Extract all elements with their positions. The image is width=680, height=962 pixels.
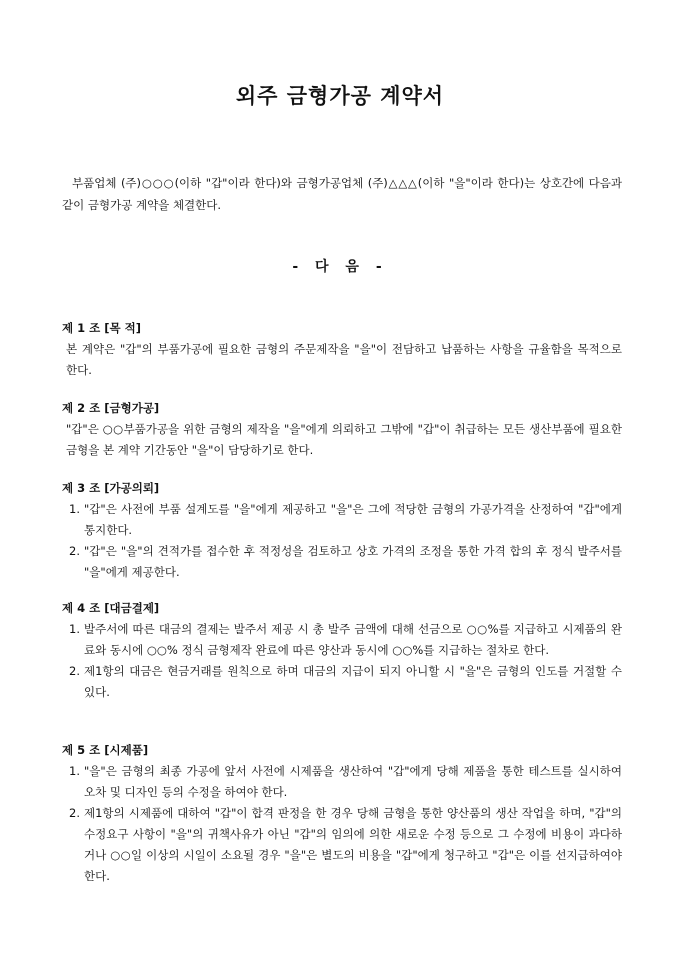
clause-text: 제1항의 대금은 현금거래를 원칙으로 하며 대금의 지급이 되지 아니할 시 "을"은 금형의 인도를 거절할 수 있다. (84, 664, 622, 699)
clause-list (62, 499, 622, 583)
clause-item (62, 619, 622, 661)
article-body: 본 계약은 "갑"의 부품가공에 필요한 금형의 주문제작을 "을"이 전담하고 납품하는 사항을 규율함을 목적으로 한다. (66, 342, 622, 377)
clause-text: "을"은 금형의 최종 가공에 앞서 사전에 시제품을 생산하여 "갑"에게 당해 제품을 통한 테스트를 실시하여 오차 및 디자인 등의 수정을 하여야 한다. (84, 764, 622, 799)
section-separator: - 다 음 - (292, 259, 388, 275)
clause-number: 1. (69, 764, 80, 778)
clause-number: 2. (69, 544, 80, 558)
clause-item (62, 541, 622, 583)
article-heading: 제 4 조 [대금결제] (62, 601, 160, 615)
clause-text: 발주서에 따른 대금의 결제는 발주서 제공 시 총 발주 금액에 대해 선금으로 ○○%를 지급하고 시제품의 완료와 동시에 ○○% 정식 금형제작 완료에 따른 양산과 동시에 ○○%를 지급하는 절차로 한다. (84, 622, 622, 657)
article-heading: 제 2 조 [금형가공] (62, 401, 160, 415)
clause-list (62, 761, 622, 887)
article-heading: 제 3 조 [가공의뢰] (62, 481, 160, 495)
clause-text: "갑"은 사전에 부품 설계도를 "을"에게 제공하고 "을"은 그에 적당한 금형의 가공가격을 산정하여 "갑"에게 통지한다. (84, 502, 622, 537)
article-heading: 제 5 조 [시제품] (62, 743, 149, 757)
clause-number: 2. (69, 806, 80, 820)
clause-item (62, 499, 622, 541)
article-body: "갑"은 ○○부품가공을 위한 금형의 제작을 "을"에게 의뢰하고 그밖에 "갑"이 취급하는 모든 생산부품에 필요한 금형을 본 계약 기간동안 "을"이 담당하기로 한다. (66, 422, 622, 457)
article-3 (62, 478, 622, 583)
clause-number: 2. (69, 664, 80, 678)
clause-number: 1. (69, 622, 80, 636)
clause-text: 제1항의 시제품에 대하여 "갑"이 합격 판정을 한 경우 당해 금형을 통한 양산품의 생산 작업을 하며, "갑"의 수정요구 사항이 "을"의 귀책사유가 아닌 "갑"의 임의에 의한 새로운 수정 등으로 그 수정에 비용이 과다하거나 ○○일 이상의 시일이 소요될 경우 "을"은 별도의 비용을 "갑"에게 청구하고 "갑"은 이를 선지급하여야 한다. (84, 806, 622, 883)
article-2 (62, 398, 622, 461)
article-heading: 제 1 조 [목 적] (62, 321, 141, 335)
clause-item (62, 761, 622, 803)
clause-item (62, 803, 622, 887)
clause-number: 1. (69, 502, 80, 516)
document-title: 외주 금형가공 계약서 (235, 83, 445, 108)
article-4 (62, 598, 622, 703)
clause-item (62, 661, 622, 703)
intro-paragraph: 부품업체 (주)○○○(이하 "갑"이라 한다)와 금형가공업체 (주)△△△(이하 "을"이라 한다)는 상호간에 다음과 같이 금형가공 계약을 체결한다. (62, 176, 622, 212)
clause-text: "갑"은 "을"의 견적가를 접수한 후 적정성을 검토하고 상호 가격의 조정을 통한 가격 합의 후 정식 발주서를 "을"에게 제공한다. (84, 544, 622, 579)
article-1 (62, 318, 622, 381)
article-5 (62, 740, 622, 887)
clause-list (62, 619, 622, 703)
